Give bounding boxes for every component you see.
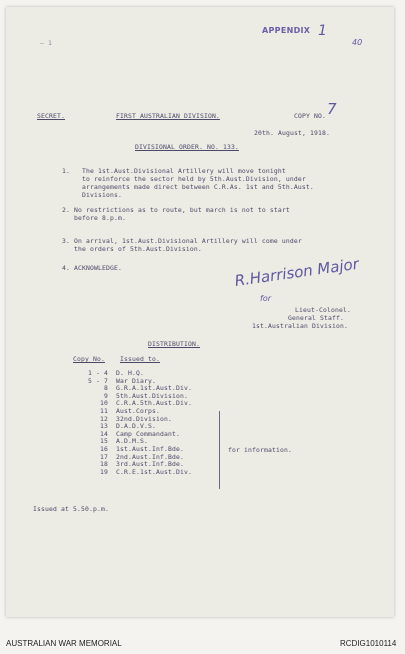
distribution-recipient: G.R.A.1st.Aust.Div. bbox=[116, 384, 192, 393]
distribution-copy-no: 8 bbox=[104, 384, 108, 393]
page-number: 40 bbox=[352, 38, 363, 47]
para-number: 2. bbox=[62, 206, 70, 214]
margin-mark: — 1 bbox=[40, 39, 52, 47]
copy-number: 7 bbox=[327, 100, 337, 118]
para-number: 3. bbox=[62, 237, 70, 245]
para-number: 1. bbox=[62, 167, 70, 175]
information-brace bbox=[214, 411, 220, 489]
distribution-recipient: 3rd.Aust.Inf.Bde. bbox=[116, 460, 184, 469]
distribution-recipient: A.D.M.S. bbox=[116, 437, 148, 446]
para-line: the orders of 5th.Aust.Division. bbox=[74, 245, 202, 253]
distribution-copy-no: 11 bbox=[100, 407, 108, 415]
issued-time: Issued at 5.50.p.m. bbox=[33, 505, 109, 513]
distribution-copy-no: 13 bbox=[100, 422, 108, 431]
distribution-recipient: 32nd.Division. bbox=[116, 414, 172, 423]
information-note: for information. bbox=[228, 446, 292, 454]
appendix-stamp: APPENDIX bbox=[262, 26, 311, 35]
para-line: ACKNOWLEDGE. bbox=[74, 264, 122, 272]
formation-title: FIRST AUSTRALIAN DIVISION. bbox=[116, 112, 220, 120]
signatory-appointment: General Staff. bbox=[288, 314, 344, 322]
order-title: DIVISIONAL ORDER. NO. 133. bbox=[135, 143, 239, 151]
order-date: 20th. August, 1918. bbox=[254, 129, 330, 137]
para-line: to reinforce the sector held by 5th.Aust.Division, under bbox=[82, 175, 306, 183]
para-number: 4. bbox=[62, 264, 70, 272]
appendix-number: 1 bbox=[318, 23, 327, 39]
handwritten-signature: R.Harrison Major bbox=[233, 254, 360, 290]
signatory-rank: Lieut-Colonel. bbox=[295, 306, 351, 314]
distribution-copy-no: 14 bbox=[100, 429, 108, 438]
distribution-copy-no: 16 bbox=[100, 445, 108, 453]
distribution-copy-no: 17 bbox=[100, 452, 108, 461]
distribution-recipient: 1st.Aust.Inf.Bde. bbox=[116, 445, 184, 453]
distribution-recipient: Aust.Corps. bbox=[116, 407, 160, 415]
distribution-recipient: War Diary. bbox=[116, 376, 156, 385]
issued-to-header: Issued to. bbox=[120, 355, 160, 363]
distribution-recipient: Camp Commandant. bbox=[116, 429, 180, 438]
para-line: before 8.p.m. bbox=[74, 214, 126, 222]
classification: SECRET. bbox=[37, 112, 65, 120]
distribution-recipient: C.R.A.5th.Aust.Div. bbox=[116, 399, 192, 408]
distribution-title: DISTRIBUTION. bbox=[148, 340, 200, 348]
copy-no-header: Copy No. bbox=[73, 355, 105, 363]
distribution-copy-no: 10 bbox=[100, 399, 108, 408]
footer-id: RCDIG1010114 bbox=[340, 639, 397, 648]
signature-for: for bbox=[260, 294, 271, 303]
distribution-recipient: D.A.D.V.S. bbox=[116, 422, 156, 431]
distribution-recipient: 5th.Aust.Division. bbox=[116, 391, 188, 400]
distribution-copy-no: 19 bbox=[100, 467, 108, 476]
distribution-copy-no: 9 bbox=[104, 391, 108, 400]
copy-label: COPY NO. bbox=[294, 112, 326, 120]
distribution-recipient: C.R.E.1st.Aust.Div. bbox=[116, 467, 192, 476]
distribution-recipient: D. H.Q. bbox=[116, 369, 144, 377]
para-line: On arrival, 1st.Aust.Divisional Artillery will come under bbox=[74, 237, 302, 245]
signatory-unit: 1st.Australian Division. bbox=[252, 322, 348, 330]
distribution-copy-no: 12 bbox=[100, 414, 108, 423]
footer-source: AUSTRALIAN WAR MEMORIAL bbox=[6, 639, 122, 648]
para-line: The 1st.Aust.Divisional Artillery will move tonight bbox=[82, 167, 286, 175]
para-line: Divisions. bbox=[82, 191, 122, 199]
distribution-copy-no: 5 - 7 bbox=[88, 376, 108, 385]
distribution-copy-no: 15 bbox=[100, 437, 108, 446]
distribution-recipient: 2nd.Aust.Inf.Bde. bbox=[116, 452, 184, 461]
distribution-copy-no: 1 - 4 bbox=[88, 369, 108, 377]
distribution-copy-no: 18 bbox=[100, 460, 108, 469]
para-line: arrangements made direct between C.R.As. 1st and 5th.Aust. bbox=[82, 183, 314, 191]
para-line: No restrictions as to route, but march is not to start bbox=[74, 206, 290, 214]
